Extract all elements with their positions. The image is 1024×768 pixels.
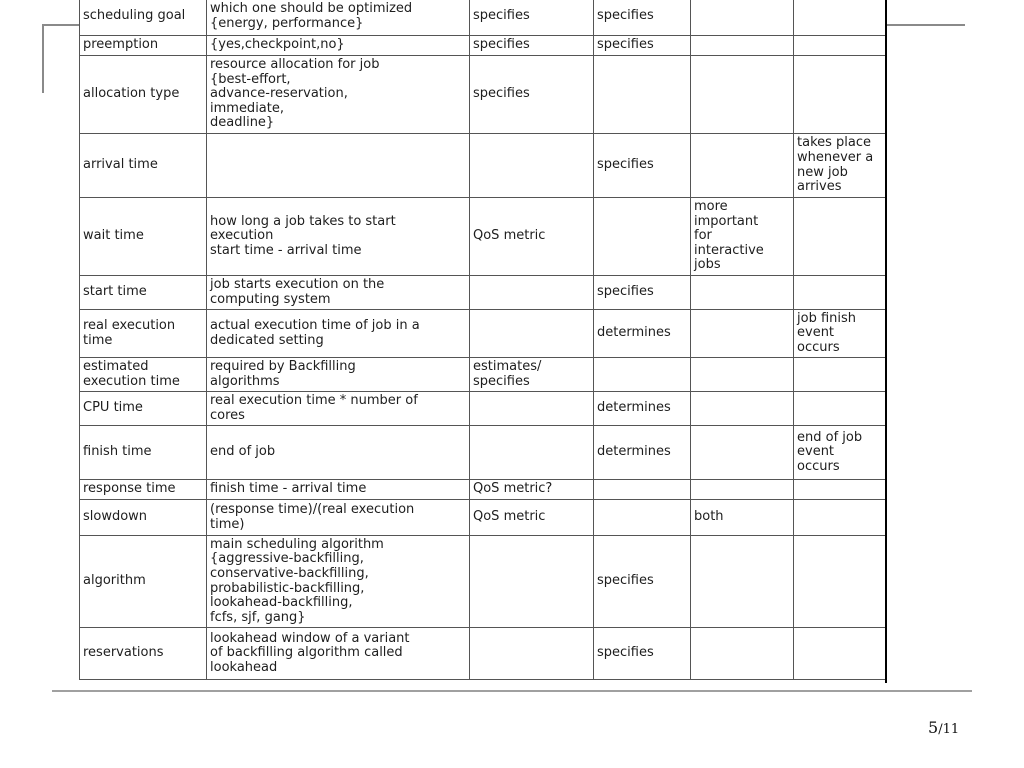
table-cell xyxy=(470,426,594,480)
slide-corner-decoration-vertical xyxy=(42,24,44,93)
table-row xyxy=(80,536,886,628)
table-cell: real execution time * number of cores xyxy=(207,392,470,426)
parameter-name-cell: real execution time xyxy=(80,310,207,358)
table-cell xyxy=(794,0,886,36)
table-cell xyxy=(691,536,794,628)
table-cell: determines xyxy=(594,426,691,480)
table-cell: (response time)/(real execution time) xyxy=(207,500,470,536)
table-row xyxy=(80,36,886,56)
table-cell: determines xyxy=(594,392,691,426)
slide-footer-rule xyxy=(52,690,972,692)
table-cell: actual execution time of job in a dedicated setting xyxy=(207,310,470,358)
table-row xyxy=(80,426,886,480)
parameter-name-cell: wait time xyxy=(80,198,207,276)
table-cell xyxy=(470,628,594,680)
table-cell xyxy=(691,56,794,134)
table-cell: estimates/ specifies xyxy=(470,358,594,392)
parameter-name-cell: reservations xyxy=(80,628,207,680)
table-row xyxy=(80,56,886,134)
table-row xyxy=(80,358,886,392)
table-cell xyxy=(794,198,886,276)
table-cell xyxy=(794,36,886,56)
table-cell xyxy=(594,358,691,392)
table-cell xyxy=(691,480,794,500)
table-cell xyxy=(794,56,886,134)
table-cell xyxy=(794,628,886,680)
table-cell xyxy=(794,276,886,310)
table-cell: which one should be optimized {energy, performance} xyxy=(207,0,470,36)
table-cell: both xyxy=(691,500,794,536)
table-row xyxy=(80,276,886,310)
parameter-name-cell: start time xyxy=(80,276,207,310)
table-cell: specifies xyxy=(594,0,691,36)
table-cell: specifies xyxy=(594,36,691,56)
table-row xyxy=(80,198,886,276)
table-cell xyxy=(207,134,470,198)
table-cell xyxy=(794,358,886,392)
table-row xyxy=(80,628,886,680)
page-total: /11 xyxy=(938,722,960,737)
table-cell: specifies xyxy=(594,628,691,680)
table-cell: end of job event occurs xyxy=(794,426,886,480)
table-cell xyxy=(470,310,594,358)
parameter-name-cell: response time xyxy=(80,480,207,500)
table-cell xyxy=(594,480,691,500)
table-cell xyxy=(691,0,794,36)
table-cell xyxy=(594,500,691,536)
table-cell: QoS metric xyxy=(470,198,594,276)
parameter-name-cell: estimated execution time xyxy=(80,358,207,392)
table-cell: specifies xyxy=(594,536,691,628)
table-cell: required by Backfilling algorithms xyxy=(207,358,470,392)
page-number xyxy=(928,718,959,737)
table-row xyxy=(80,310,886,358)
slide-corner-decoration xyxy=(42,24,79,26)
table-cell xyxy=(594,198,691,276)
table-cell: QoS metric xyxy=(470,500,594,536)
table-cell: QoS metric? xyxy=(470,480,594,500)
table-cell xyxy=(794,536,886,628)
parameter-table-container xyxy=(79,0,887,683)
table-cell: job finish event occurs xyxy=(794,310,886,358)
table-cell xyxy=(470,392,594,426)
table-cell: lookahead window of a variant of backfilling algorithm called lookahead xyxy=(207,628,470,680)
table-cell: takes place whenever a new job arrives xyxy=(794,134,886,198)
table-cell: determines xyxy=(594,310,691,358)
table-cell xyxy=(594,56,691,134)
table-cell: end of job xyxy=(207,426,470,480)
table-row xyxy=(80,480,886,500)
table-cell xyxy=(691,310,794,358)
parameter-name-cell: scheduling goal xyxy=(80,0,207,36)
parameter-name-cell: algorithm xyxy=(80,536,207,628)
slide-header-rule xyxy=(885,24,965,26)
table-cell xyxy=(794,480,886,500)
table-cell: {yes,checkpoint,no} xyxy=(207,36,470,56)
parameter-name-cell: slowdown xyxy=(80,500,207,536)
table-cell: finish time - arrival time xyxy=(207,480,470,500)
table-cell xyxy=(470,276,594,310)
table-cell: job starts execution on the computing system xyxy=(207,276,470,310)
table-row xyxy=(80,134,886,198)
page-current: 5 xyxy=(928,718,939,737)
table-cell xyxy=(470,536,594,628)
table-cell xyxy=(691,426,794,480)
parameter-name-cell: finish time xyxy=(80,426,207,480)
table-cell: resource allocation for job {best-effort, advance-reservation, immediate, deadline} xyxy=(207,56,470,134)
table-cell xyxy=(691,134,794,198)
table-row xyxy=(80,500,886,536)
table-row xyxy=(80,392,886,426)
table-cell xyxy=(691,628,794,680)
table-cell: specifies xyxy=(594,276,691,310)
table-row xyxy=(80,0,886,36)
table-cell xyxy=(691,276,794,310)
table-cell: main scheduling algorithm {aggressive-backfilling, conservative-backfilling, probabilistic-backfilling, lookahead-backfilling, fcfs, sjf, gang} xyxy=(207,536,470,628)
parameter-table xyxy=(79,0,886,680)
parameter-name-cell: allocation type xyxy=(80,56,207,134)
parameter-name-cell: arrival time xyxy=(80,134,207,198)
table-cell xyxy=(691,358,794,392)
table-cell xyxy=(691,36,794,56)
table-cell xyxy=(794,500,886,536)
parameter-name-cell: preemption xyxy=(80,36,207,56)
table-cell: more important for interactive jobs xyxy=(691,198,794,276)
table-cell xyxy=(470,134,594,198)
table-cell xyxy=(691,392,794,426)
table-cell xyxy=(794,392,886,426)
table-cell: specifies xyxy=(594,134,691,198)
table-cell: specifies xyxy=(470,0,594,36)
table-cell: how long a job takes to start execution start time - arrival time xyxy=(207,198,470,276)
table-cell: specifies xyxy=(470,36,594,56)
table-cell: specifies xyxy=(470,56,594,134)
parameter-name-cell: CPU time xyxy=(80,392,207,426)
